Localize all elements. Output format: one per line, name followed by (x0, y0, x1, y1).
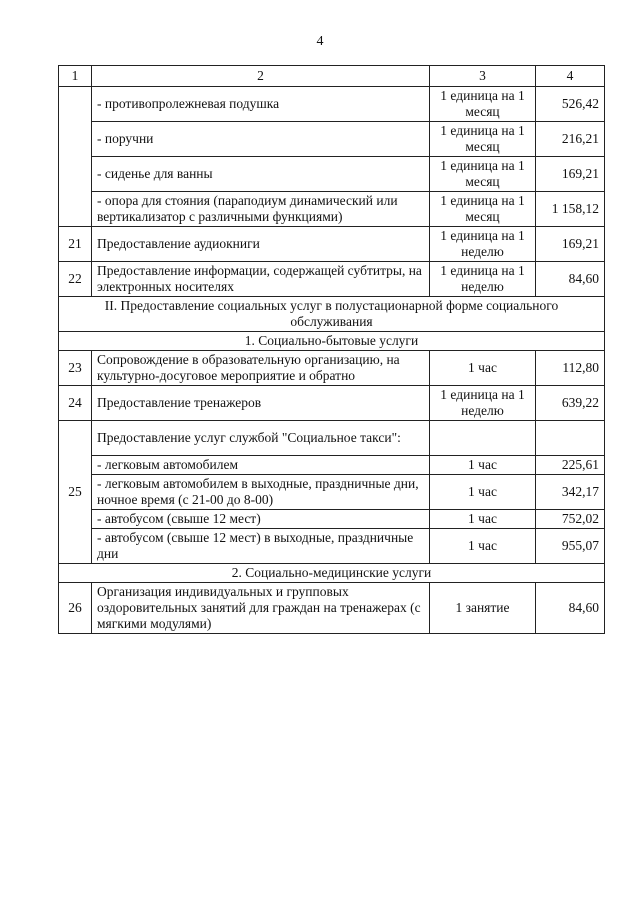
service-unit: 1 занятие (430, 583, 536, 634)
subsection-heading-row (59, 564, 605, 583)
service-unit: 1 единица на 1 неделю (430, 227, 536, 262)
service-price: 526,42 (536, 87, 605, 122)
service-name: Сопровождение в образовательную организацию, на культурно-досуговое мероприятие и обратно (92, 351, 430, 386)
table-row (59, 583, 605, 634)
service-price: 225,61 (536, 456, 605, 475)
service-unit: 1 единица на 1 месяц (430, 157, 536, 192)
service-name: - автобусом (свыше 12 мест) в выходные, праздничные дни (92, 529, 430, 564)
table-row (59, 475, 605, 510)
service-price: 84,60 (536, 262, 605, 297)
page-number: 4 (316, 34, 324, 49)
services-table (58, 65, 605, 634)
table-row (59, 87, 605, 122)
service-group-title: Предоставление услуг службой "Социальное такси": (92, 421, 430, 456)
header-col-4: 4 (536, 66, 605, 87)
service-unit-empty (430, 421, 536, 456)
service-name: - легковым автомобилем в выходные, праздничные дни, ночное время (с 21-00 до 8-00) (92, 475, 430, 510)
service-price: 84,60 (536, 583, 605, 634)
row-number-empty (59, 87, 92, 227)
row-number: 22 (59, 262, 92, 297)
service-unit: 1 единица на 1 месяц (430, 122, 536, 157)
subsection-heading: 2. Социально-медицинские услуги (59, 564, 605, 583)
service-price: 112,80 (536, 351, 605, 386)
service-unit: 1 единица на 1 месяц (430, 192, 536, 227)
service-name: Предоставление информации, содержащей субтитры, на электронных носителях (92, 262, 430, 297)
service-price: 169,21 (536, 227, 605, 262)
section-heading: II. Предоставление социальных услуг в полустационарной форме социального обслуживания (59, 297, 605, 332)
header-col-1: 1 (59, 66, 92, 87)
service-price: 342,17 (536, 475, 605, 510)
table-row (59, 529, 605, 564)
table-row (59, 227, 605, 262)
service-name: - опора для стояния (параподиум динамический или вертикализатор с различными функциями) (92, 192, 430, 227)
row-number: 26 (59, 583, 92, 634)
service-unit: 1 единица на 1 месяц (430, 87, 536, 122)
service-price: 752,02 (536, 510, 605, 529)
service-unit: 1 единица на 1 неделю (430, 262, 536, 297)
table-row (59, 262, 605, 297)
table-row (59, 122, 605, 157)
table-row (59, 456, 605, 475)
subsection-heading: 1. Социально-бытовые услуги (59, 332, 605, 351)
row-number: 25 (59, 421, 92, 564)
service-name: Организация индивидуальных и групповых оздоровительных занятий для граждан на тренажерах (с мягкими модулями) (92, 583, 430, 634)
subsection-heading-row (59, 332, 605, 351)
service-name: - автобусом (свыше 12 мест) (92, 510, 430, 529)
service-unit: 1 час (430, 475, 536, 510)
service-price: 1 158,12 (536, 192, 605, 227)
service-name: Предоставление тренажеров (92, 386, 430, 421)
table-row (59, 351, 605, 386)
row-number: 24 (59, 386, 92, 421)
table-row (59, 192, 605, 227)
row-number: 21 (59, 227, 92, 262)
section-heading-row (59, 297, 605, 332)
service-price: 216,21 (536, 122, 605, 157)
service-unit: 1 час (430, 351, 536, 386)
service-name: - сиденье для ванны (92, 157, 430, 192)
table-row (59, 510, 605, 529)
service-price: 169,21 (536, 157, 605, 192)
service-name: Предоставление аудиокниги (92, 227, 430, 262)
service-name: - легковым автомобилем (92, 456, 430, 475)
service-price: 955,07 (536, 529, 605, 564)
service-name: - поручни (92, 122, 430, 157)
table-row (59, 386, 605, 421)
row-number: 23 (59, 351, 92, 386)
service-unit: 1 час (430, 529, 536, 564)
service-name: - противопролежневая подушка (92, 87, 430, 122)
header-col-3: 3 (430, 66, 536, 87)
service-price: 639,22 (536, 386, 605, 421)
service-unit: 1 единица на 1 неделю (430, 386, 536, 421)
table-header-row (59, 66, 605, 87)
service-unit: 1 час (430, 456, 536, 475)
table-row (59, 157, 605, 192)
table-row (59, 421, 605, 456)
service-unit: 1 час (430, 510, 536, 529)
service-price-empty (536, 421, 605, 456)
header-col-2: 2 (92, 66, 430, 87)
